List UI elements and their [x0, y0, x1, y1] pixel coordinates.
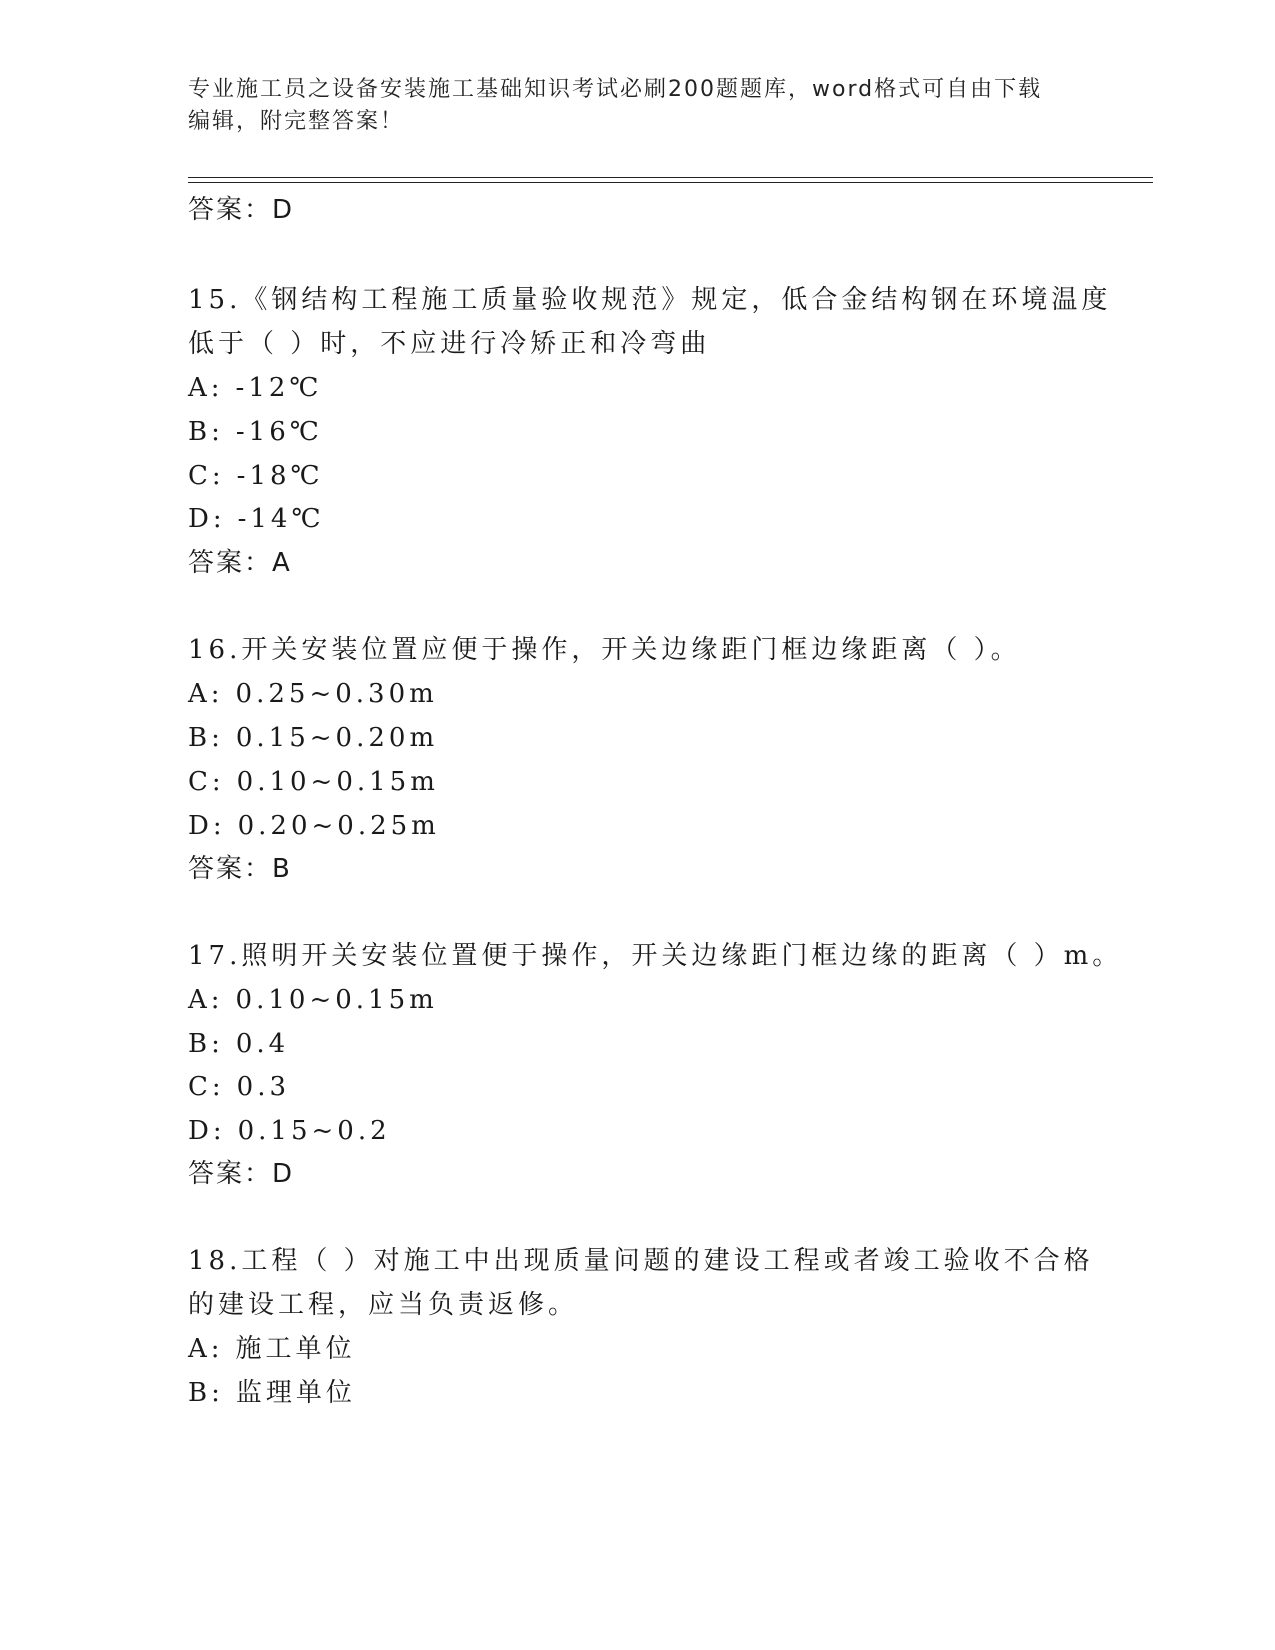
option-text: 0.10~0.15m: [236, 767, 439, 797]
question-15-answer: [188, 547, 292, 579]
option-key: A:: [188, 373, 224, 403]
question-15-option-c: [188, 460, 324, 492]
header-divider-top: [188, 177, 1153, 178]
option-text: -18℃: [236, 461, 324, 491]
option-key: C:: [188, 461, 225, 491]
question-16-option-d: [188, 810, 440, 842]
option-text: 0.15~0.20m: [235, 723, 439, 753]
question-15-text-line-2: 低于（ ）时，不应进行冷矫正和冷弯曲: [188, 329, 711, 359]
document-header: [188, 74, 1088, 138]
header-line-1: 专业施工员之设备安装施工基础知识考试必刷200题题库，word格式可自由下载: [188, 77, 1043, 102]
question-15-option-b: [188, 416, 323, 448]
question-18-option-b: [188, 1377, 356, 1409]
option-key: B:: [188, 1029, 224, 1059]
question-17-option-a: [188, 984, 438, 1016]
question-16-option-c: [188, 766, 439, 798]
option-key: B:: [188, 723, 224, 753]
option-text: 0.15~0.2: [237, 1116, 391, 1146]
option-text: -14℃: [237, 504, 325, 534]
option-key: A:: [188, 985, 224, 1015]
option-key: A:: [188, 1334, 224, 1364]
option-key: D:: [188, 1116, 226, 1146]
answer-label: 答案：: [188, 854, 273, 884]
question-15-option-d: [188, 503, 325, 535]
answer-value: A: [272, 548, 292, 578]
question-16-answer: [188, 853, 292, 885]
option-text: 0.4: [235, 1029, 290, 1059]
option-text: -12℃: [235, 373, 323, 403]
question-15-text-line-1: 15.《钢结构工程施工质量验收规范》规定，低合金结构钢在环境温度: [188, 285, 1112, 315]
header-divider-bottom: [188, 182, 1153, 183]
option-text: 0.20~0.25m: [237, 811, 440, 841]
question-18-option-a: [188, 1333, 356, 1365]
option-key: C:: [188, 767, 225, 797]
question-15-option-a: [188, 372, 323, 404]
answer-label: 答案：: [188, 1159, 273, 1189]
option-key: A:: [188, 679, 224, 709]
answer-value: D: [272, 195, 295, 225]
option-key: D:: [188, 504, 226, 534]
option-text: 0.25~0.30m: [235, 679, 438, 709]
option-text: -16℃: [235, 417, 323, 447]
option-key: B:: [188, 417, 224, 447]
answer-label: 答案：: [188, 195, 273, 225]
option-key: B:: [188, 1378, 224, 1408]
question-17-option-b: [188, 1028, 289, 1060]
option-text: 0.3: [236, 1072, 291, 1102]
question-17-text: 17.照明开关安装位置便于操作，开关边缘距门框边缘的距离（ ）m。: [188, 941, 1123, 971]
option-text: 施工单位: [235, 1334, 356, 1364]
answer-value: B: [272, 854, 292, 884]
option-text: 监理单位: [235, 1378, 356, 1408]
question-17-option-c: [188, 1071, 290, 1103]
question-18-text-line-1: 18.工程（ ）对施工中出现质量问题的建设工程或者竣工验收不合格: [188, 1246, 1094, 1276]
answer-label: 答案：: [188, 548, 273, 578]
option-key: D:: [188, 811, 226, 841]
question-16-option-a: [188, 678, 438, 710]
answer-line: [188, 194, 294, 226]
option-text: 0.10~0.15m: [235, 985, 438, 1015]
question-18-text-line-2: 的建设工程，应当负责返修。: [188, 1290, 579, 1320]
header-line-2: 编辑，附完整答案！: [188, 109, 405, 134]
question-17-option-d: [188, 1115, 391, 1147]
question-17-answer: [188, 1158, 294, 1190]
question-16-text: 16.开关安装位置应便于操作，开关边缘距门框边缘距离（ ）。: [188, 635, 1021, 665]
option-key: C:: [188, 1072, 225, 1102]
answer-value: D: [272, 1159, 295, 1189]
question-16-option-b: [188, 722, 438, 754]
